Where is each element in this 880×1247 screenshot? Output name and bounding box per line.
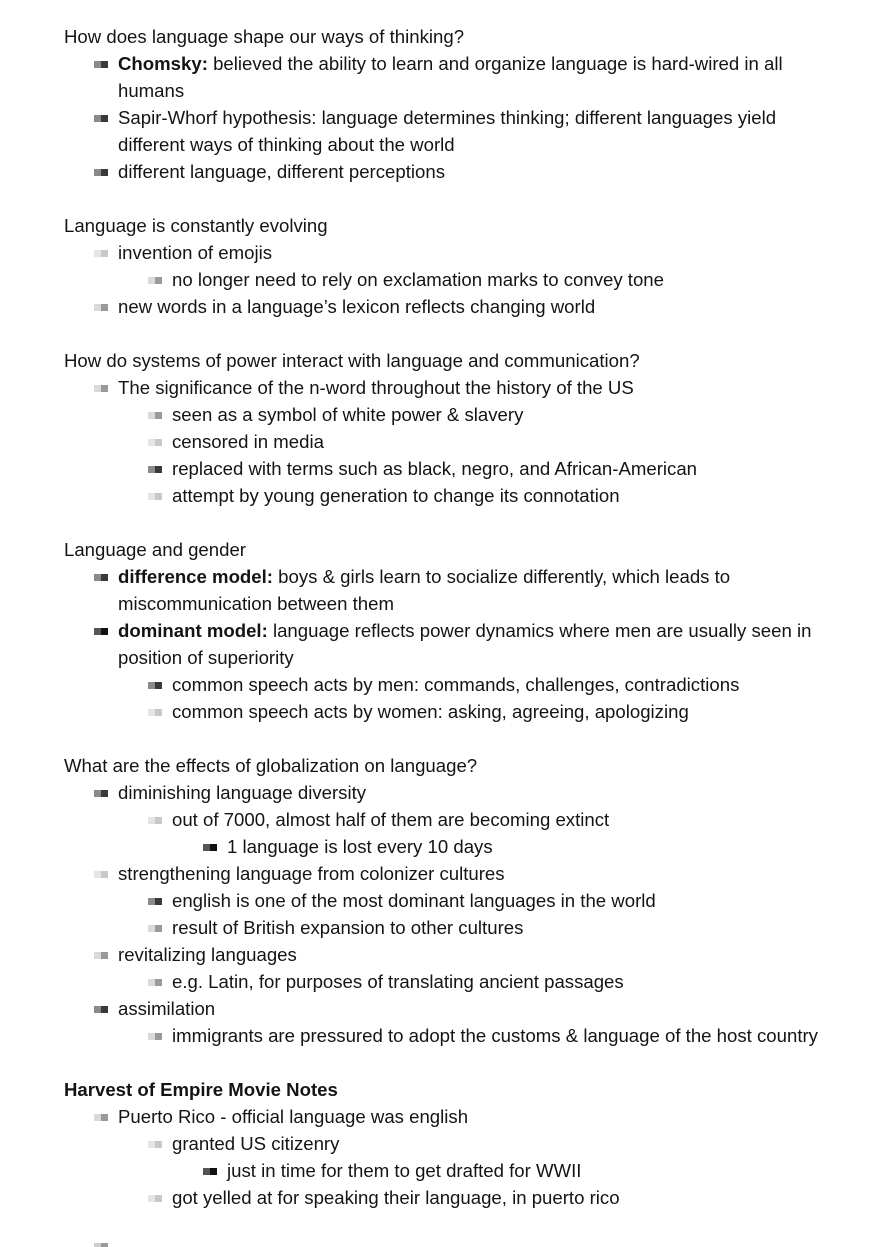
list-item <box>64 806 824 833</box>
bullet-icon <box>148 709 162 716</box>
section-globalization <box>64 752 824 1049</box>
list-item <box>64 779 824 806</box>
item-text: immigrants are pressured to adopt the customs & language of the host country <box>172 1025 818 1046</box>
list-item <box>64 293 824 320</box>
bullet-icon <box>94 1006 108 1013</box>
term-label: Chomsky: <box>118 53 208 74</box>
list-item <box>64 968 824 995</box>
section-heading: How do systems of power interact with language and communication? <box>64 350 640 371</box>
bullet-icon <box>148 979 162 986</box>
bullet-icon <box>148 277 162 284</box>
item-text: different language, different perceptions <box>118 161 446 182</box>
item-text: got yelled at for speaking their language, in puerto rico <box>172 1187 620 1208</box>
item-text: granted US citizenry <box>172 1133 340 1154</box>
bullet-icon <box>148 1141 162 1148</box>
bullet-icon <box>203 1168 217 1175</box>
bullet-icon <box>94 952 108 959</box>
item-text: Sapir-Whorf hypothesis: language determines thinking; different languages yield different ways of thinking about the world <box>118 107 777 155</box>
list-item <box>64 887 824 914</box>
bullet-icon <box>148 817 162 824</box>
section-heading: How does language shape our ways of thinking? <box>64 26 465 47</box>
bullet-icon <box>94 790 108 797</box>
item-text: english is one of the most dominant languages in the world <box>172 890 656 911</box>
term-label: dominant model: <box>118 620 268 641</box>
item-text: common speech acts by men: commands, challenges, contradictions <box>172 674 740 695</box>
item-text: censored in media <box>172 431 324 452</box>
item-text: 1 language is lost every 10 days <box>227 836 493 857</box>
item-text: out of 7000, almost half of them are becoming extinct <box>172 809 610 830</box>
item-text: language reflects power dynamics where men are usually seen in position of superiority <box>118 620 812 668</box>
list-item <box>64 617 824 671</box>
list-item <box>64 1022 824 1049</box>
term-label: difference model: <box>118 566 273 587</box>
item-text: assimilation <box>118 998 216 1019</box>
bullet-icon <box>148 682 162 689</box>
bullet-icon <box>148 412 162 419</box>
bullet-icon <box>148 493 162 500</box>
section-harvest-of-empire <box>64 1076 824 1211</box>
list-item <box>64 158 824 185</box>
list-item <box>64 941 824 968</box>
bullet-icon <box>94 115 108 122</box>
list-item <box>64 995 824 1022</box>
bullet-icon <box>94 169 108 176</box>
list-item <box>64 1130 824 1157</box>
notes-document <box>64 23 824 1238</box>
bullet-icon <box>203 844 217 851</box>
item-text: believed the ability to learn and organize language is hard-wired in all humans <box>118 53 783 101</box>
list-item <box>64 50 824 104</box>
item-text: revitalizing languages <box>118 944 297 965</box>
list-item <box>64 833 824 860</box>
bullet-icon <box>94 304 108 311</box>
list-item <box>64 1157 824 1184</box>
list-item <box>64 104 824 158</box>
section-heading: Language is constantly evolving <box>64 215 328 236</box>
list-item <box>64 374 824 401</box>
item-text: diminishing language diversity <box>118 782 367 803</box>
bullet-icon <box>94 1114 108 1121</box>
list-item <box>64 266 824 293</box>
list-item <box>64 1103 824 1130</box>
section-heading: Language and gender <box>64 539 246 560</box>
list-item <box>64 860 824 887</box>
bullet-icon <box>94 871 108 878</box>
list-item <box>64 1184 824 1211</box>
list-item <box>64 563 824 617</box>
item-text: no longer need to rely on exclamation marks to convey tone <box>172 269 664 290</box>
item-text: e.g. Latin, for purposes of translating ancient passages <box>172 971 624 992</box>
section-language-gender <box>64 536 824 725</box>
bullet-icon <box>148 1195 162 1202</box>
item-text: The significance of the n-word throughout the history of the US <box>118 377 634 398</box>
item-text: Puerto Rico - official language was english <box>118 1106 469 1127</box>
list-item <box>64 455 824 482</box>
bullet-icon <box>94 574 108 581</box>
list-item <box>64 671 824 698</box>
item-text: boys & girls learn to socialize differently, which leads to miscommunication between them <box>118 566 731 614</box>
item-text: new words in a language’s lexicon reflects changing world <box>118 296 596 317</box>
item-text: replaced with terms such as black, negro, and African-American <box>172 458 698 479</box>
bullet-icon <box>148 1033 162 1040</box>
item-text: result of British expansion to other cultures <box>172 917 524 938</box>
item-text: just in time for them to get drafted for WWII <box>227 1160 582 1181</box>
list-item <box>64 428 824 455</box>
list-item <box>64 698 824 725</box>
list-item <box>64 239 824 266</box>
list-item <box>64 914 824 941</box>
bullet-icon <box>148 466 162 473</box>
bullet-icon <box>148 925 162 932</box>
bullet-icon <box>148 898 162 905</box>
section-language-evolving <box>64 212 824 320</box>
bullet-icon <box>94 1243 108 1247</box>
item-text: seen as a symbol of white power & slavery <box>172 404 524 425</box>
bullet-icon <box>94 628 108 635</box>
bullet-icon <box>94 385 108 392</box>
item-text: common speech acts by women: asking, agreeing, apologizing <box>172 701 689 722</box>
list-item <box>64 401 824 428</box>
item-text: invention of emojis <box>118 242 272 263</box>
bullet-icon <box>148 439 162 446</box>
item-text: strengthening language from colonizer cultures <box>118 863 505 884</box>
section-language-thinking <box>64 23 824 185</box>
bullet-icon <box>94 61 108 68</box>
section-heading: What are the effects of globalization on language? <box>64 755 478 776</box>
section-heading: Harvest of Empire Movie Notes <box>64 1079 338 1100</box>
list-item <box>64 482 824 509</box>
bullet-icon <box>94 250 108 257</box>
item-text: attempt by young generation to change its connotation <box>172 485 620 506</box>
section-power-systems <box>64 347 824 509</box>
